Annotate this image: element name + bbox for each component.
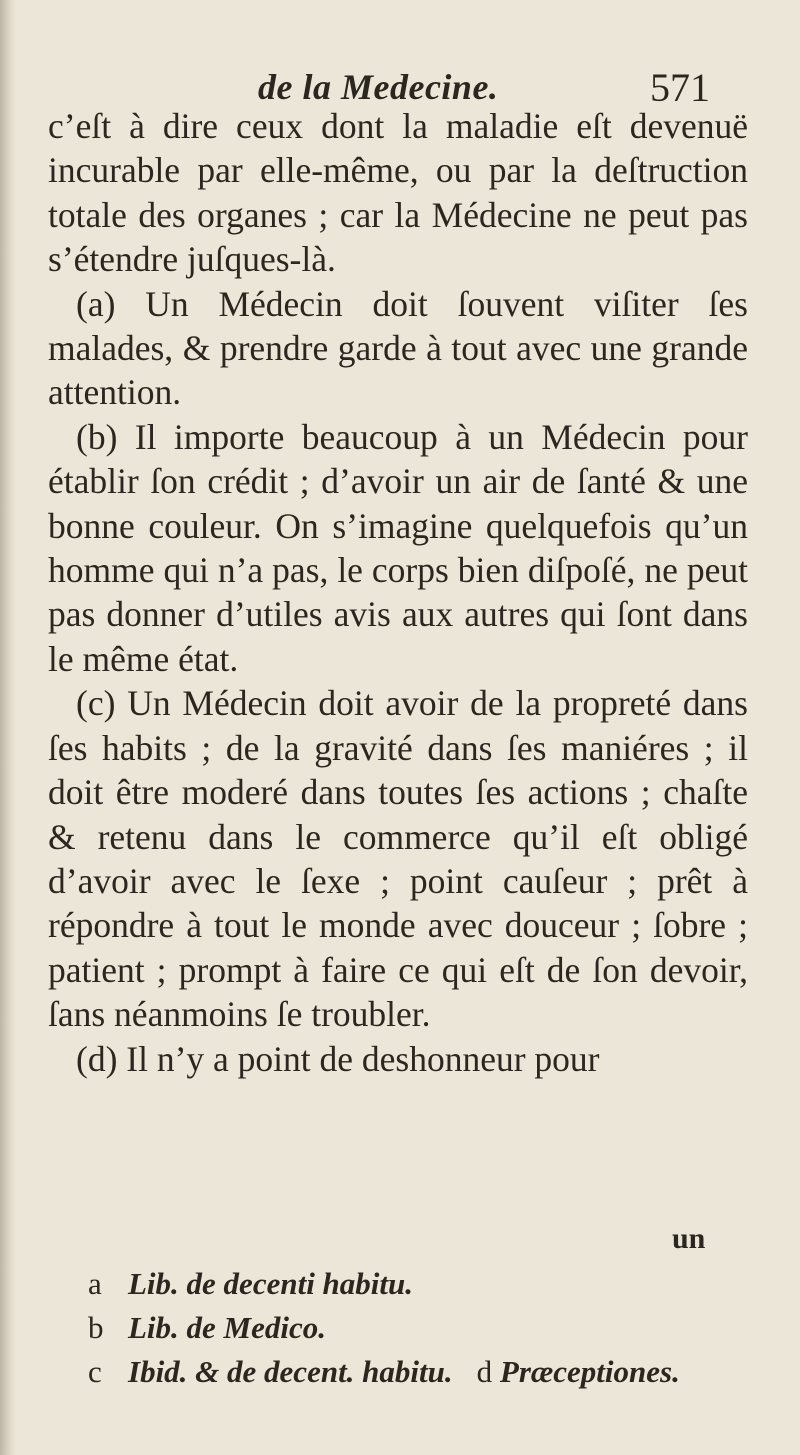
footnotes xyxy=(88,1262,768,1394)
catchword: un xyxy=(672,1222,706,1255)
footnote-a xyxy=(88,1262,768,1306)
footnote-c-d xyxy=(88,1350,768,1394)
footnote-label: a xyxy=(88,1266,102,1301)
footnote-text: Præceptiones. xyxy=(499,1354,680,1389)
footnote-b xyxy=(88,1306,768,1350)
paragraph-d: (d) Il n’y a point de deshonneur pour xyxy=(76,1038,600,1079)
running-head xyxy=(0,62,800,110)
page-gutter xyxy=(0,0,16,1455)
page-number: 571 xyxy=(650,65,710,110)
footnote-label: c xyxy=(88,1354,102,1389)
paragraph-continued: c’eſt à dire ceux dont la maladie eſt devenuë incurable par elle-même, ou par la deſtruction totale des organes ; car la Médecine ne peut pas s’étendre juſques-là. xyxy=(48,106,748,280)
paragraph-a: (a) Un Médecin doit ſouvent viſiter ſes malades, & prendre garde à tout avec une grande attention. xyxy=(48,283,748,413)
running-title: de la Medecine. xyxy=(258,67,499,107)
footnote-text: Lib. de Medico. xyxy=(128,1310,327,1345)
footnote-text: Ibid. & de decent. habitu. xyxy=(128,1354,453,1389)
footnote-label: b xyxy=(88,1310,104,1345)
body-text xyxy=(48,104,748,1081)
footnote-label: d xyxy=(476,1354,493,1389)
paragraph-b: (b) Il importe beaucoup à un Médecin pour établir ſon crédit ; d’avoir un air de ſanté & une bonne couleur. On s’imagine quelquefois qu’un homme qui n’a pas, le corps bien diſpoſé, ne peut pas donner d’utiles avis aux autres qui ſont dans le même état. xyxy=(48,416,748,679)
paragraph-c: (c) Un Médecin doit avoir de la propreté dans ſes habits ; de la gravité dans ſes maniéres ; il doit être moderé dans toutes ſes actions ; chaſte & retenu dans le commerce qu’il eſt obligé d’avoir avec le ſexe ; point cauſeur ; prêt à répondre à tout le monde avec douceur ; ſobre ; patient ; prompt à faire ce qui eſt de ſon devoir, ſans néanmoins ſe troubler. xyxy=(48,683,748,1035)
footnote-text: Lib. de decenti habitu. xyxy=(128,1266,414,1301)
